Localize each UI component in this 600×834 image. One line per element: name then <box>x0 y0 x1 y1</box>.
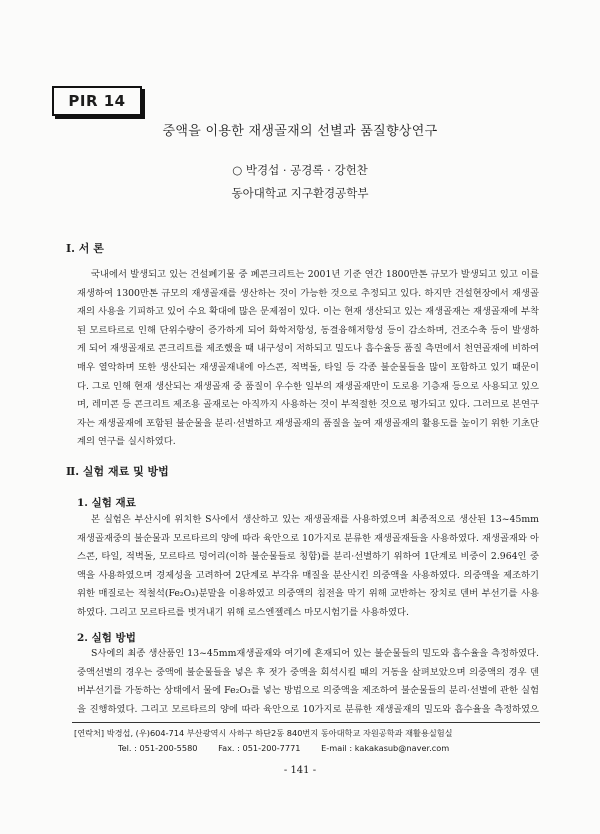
contact-address: [연락처] 박경섭, (우)604-714 부산광역시 사하구 하단2동 840번지 동아대학교 자원공학과 재활용실험실 <box>74 728 453 738</box>
paper-title: 중액을 이용한 재생골재의 선별과 품질향상연구 <box>162 124 438 139</box>
method-heading: 2. 실험 방법 <box>77 632 136 644</box>
contact-tel: Tel. : 051-200-5580 <box>118 743 198 753</box>
intro-paragraph: 국내에서 발생되고 있는 건설폐기물 중 폐콘크리트는 2001년 기준 연간 1800만톤 규모가 발생되고 있고 이를 재생하여 1300만톤 규모의 재생골재를 생산하는 것이 가능한 것으로 추정되고 있다. 하지만 건설현장에서 재생골재의 사용을 기피하고 있어 수요 확대에 많은 문제점이 있다. 이는 현재 생산되고 있는 재생골재는 재생골재에 부착된 모르타르로 인해 단위수량이 증가하게 되어 화학저항성, 동결융해저항성 등이 감소하며, 건조수축 등이 발생하게 되어 재생골재로 콘크리트를 제조했을 때 내구성이 저하되고 밀도나 흡수율등 품질 측면에서 천연골재에 비하여 매우 열악하며 또한 생산되는 재생골재내에 아스콘, 적벽돌, 타일 등 각종 불순물들을 많이 포함하고 있기 때문이다. 그로 인해 현재 생산되는 재생골재 중 품질이 우수한 일부의 재생골재만이 도로용 기층재 등으로 사용되고 있으며, 레미콘 등 콘크리트 제조용 골재로는 아직까지 사용하는 것이 부적절한 것으로 평가되고 있다. 그러므로 본연구자는 재생골재에 포함된 불순물을 분리·선별하고 재생골재의 품질을 높여 재생골재의 활용도를 높이기 위한 기초단계의 연구를 실시하였다. <box>77 269 540 448</box>
affiliation-line: 동아대학교 지구환경공학부 <box>231 186 369 200</box>
contact-details <box>118 743 588 753</box>
contact-fax: Fax. : 051-200-7771 <box>218 743 301 753</box>
materials-paragraph: 본 실험은 부산시에 위치한 S사에서 생산하고 있는 재생골재를 사용하였으며 최종적으로 생산된 13~45mm 재생골재중의 불순물과 모르타르의 양에 따라 육안으로 10가지로 분류한 재생골재들을 사용하였다. 재생골재와 아스콘, 타일, 적벽돌, 모르타르 덩어리(이하 불순물들로 칭함)를 분리·선별하기 위하여 1단계로 비중이 2.964인 중액을 사용하였으며 경제성을 고려하여 2단계로 부각유 매질을 분산시킨 의중액을 사용하였다. 의중액을 제조하기 위한 매질로는 적철석(Fe₂O₃)분말을 이용하였고 의중액의 침전을 막기 위해 교반하는 장치로 덴버 부선기를 사용하였다. 그리고 모르타르를 벗겨내기 위해 로스엔젤레스 마모시험기를 사용하였다. <box>77 514 539 618</box>
materials-heading: 1. 실험 재료 <box>77 497 136 509</box>
page-number: - 141 - <box>283 765 317 776</box>
authors-line: ○ 박경섭 · 공경록 · 강헌찬 <box>232 163 368 177</box>
contact-email: E-mail : kakakasub@naver.com <box>321 743 450 753</box>
methods-heading: Ⅱ. 실험 재료 및 방법 <box>66 465 169 478</box>
intro-heading: Ⅰ. 서 론 <box>66 242 104 255</box>
footer-divider <box>72 722 540 723</box>
paper-id-badge: PIR 14 <box>52 86 142 116</box>
method-paragraph: S사에의 최종 생산품인 13~45mm재생골재와 여기에 혼재되어 있는 불순물들의 밀도와 흡수율을 측정하였다. 중액선별의 경우는 중액에 불순물들을 넣은 후 젓가 중액을 회석시킬 때의 거동을 살펴보았으며 의중액의 경우 덴버부선기를 가동하는 상태에서 물에 Fe₂O₃를 넣는 방법으로 의중액을 제조하여 불순물들의 분리·선별에 관한 실험을 진행하였다. 그리고 모르타르의 양에 따라 육안으로 10가지로 분류한 재생골재의 밀도와 흡수율을 측정하였으 <box>77 648 539 715</box>
